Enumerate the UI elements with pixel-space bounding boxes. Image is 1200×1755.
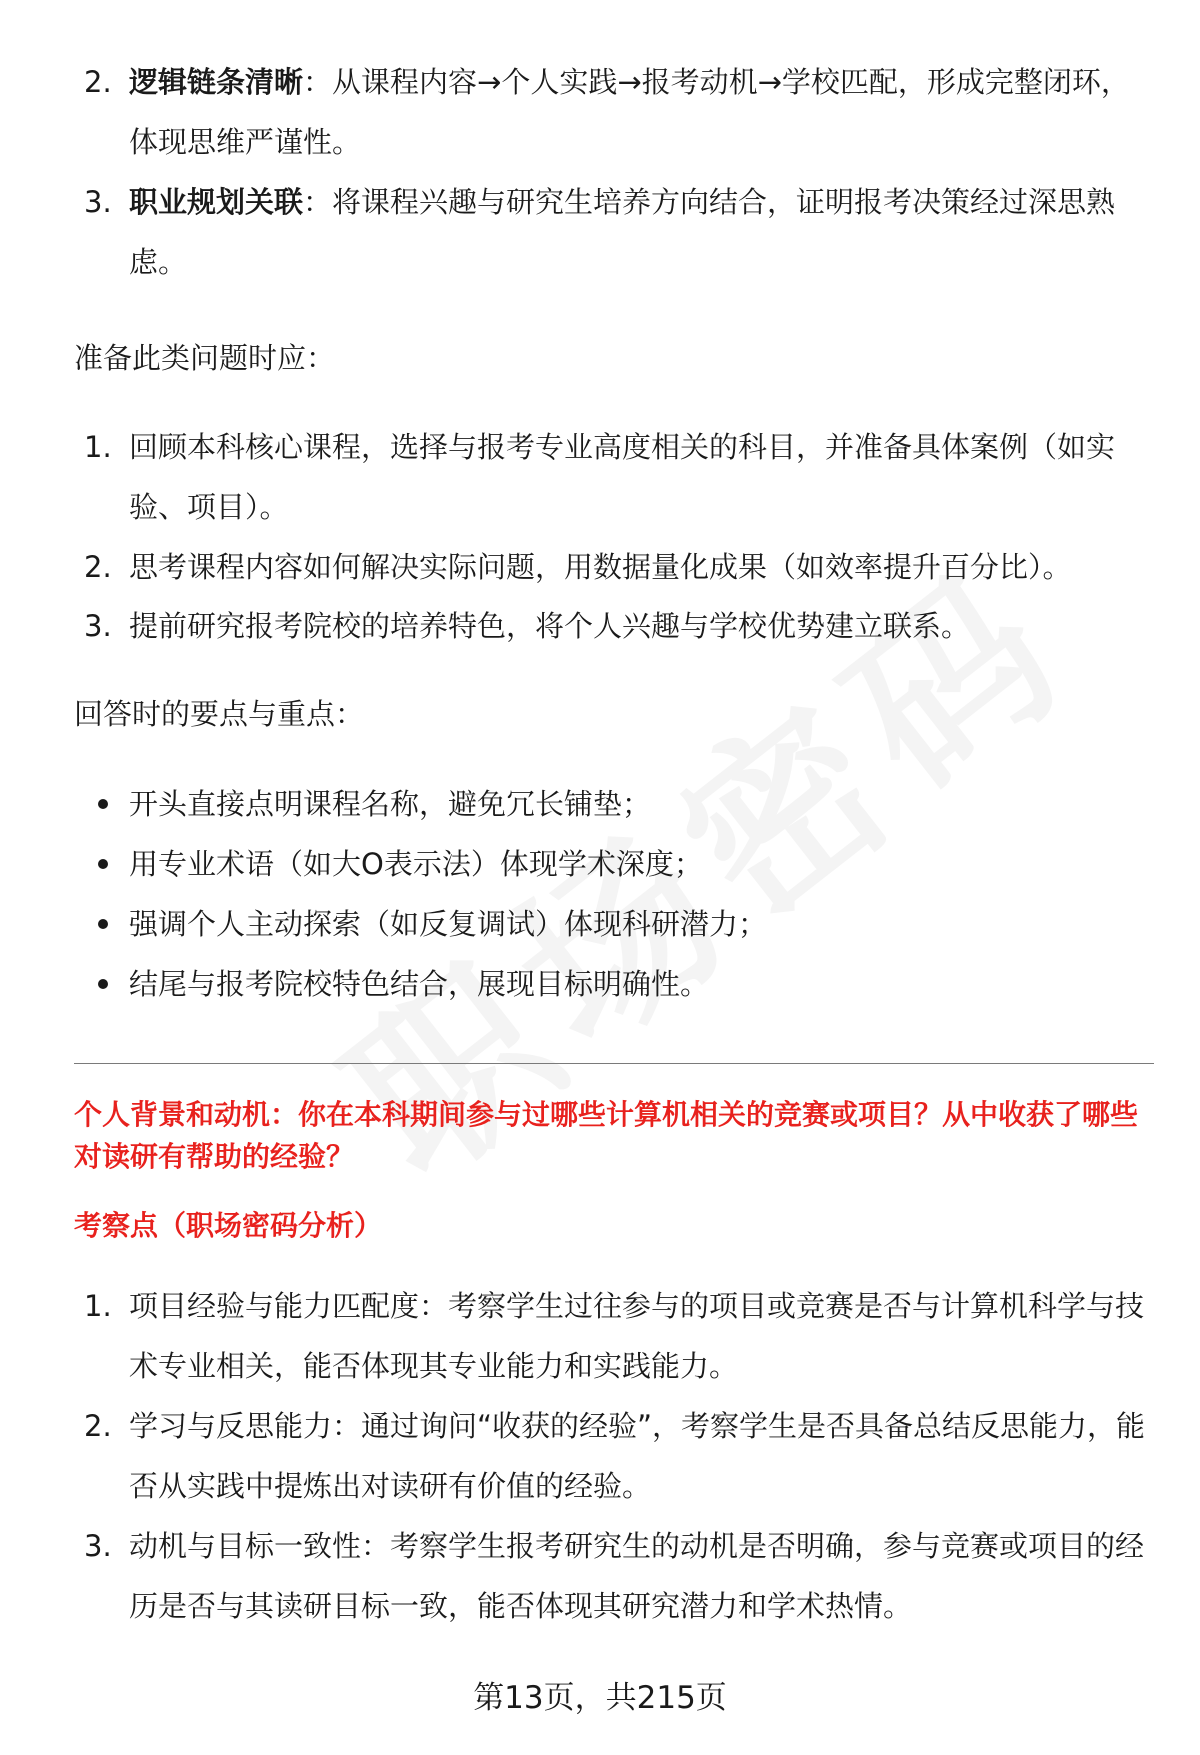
- list-item: [74, 1396, 1154, 1516]
- list-number: 2.: [84, 550, 112, 584]
- question-heading: 个人背景和动机：你在本科期间参与过哪些计算机相关的竞赛或项目？从中收获了哪些对读研有帮助的经验？: [74, 1098, 1139, 1173]
- list-item-text: 提前研究报考院校的培养特色，将个人兴趣与学校优势建立联系。: [129, 609, 971, 643]
- list-item: [74, 537, 1154, 597]
- bullet-dot: [98, 799, 108, 809]
- answer-heading: 回答时的要点与重点：: [74, 697, 365, 731]
- list-item-text: ：从课程内容→个人实践→报考动机→学校匹配，形成完整闭环，体现思维严谨性。: [129, 65, 1130, 159]
- bullet-item: [74, 774, 1154, 834]
- list-item-text: 回顾本科核心课程，选择与报考专业高度相关的科目，并准备具体案例（如实验、项目）。: [129, 430, 1116, 524]
- bullet-text: 用专业术语（如大O表示法）体现学术深度；: [129, 847, 703, 881]
- bullet-dot: [98, 919, 108, 929]
- prepare-heading: 准备此类问题时应：: [74, 341, 336, 375]
- list-item: [74, 417, 1154, 537]
- analysis-heading: 考察点（职场密码分析）: [74, 1209, 383, 1242]
- list-number: 3.: [84, 1529, 112, 1563]
- list-item: [74, 52, 1154, 172]
- list-number: 2.: [84, 65, 112, 99]
- list-item-text: 动机与目标一致性：考察学生报考研究生的动机是否明确，参与竞赛或项目的经历是否与其读研目标一致，能否体现其研究潜力和学术热情。: [129, 1529, 1145, 1623]
- bullet-item: [74, 894, 1154, 954]
- list-item-bold: 职业规划关联: [129, 185, 304, 219]
- bullet-item: [74, 954, 1154, 1014]
- list-item-text: 项目经验与能力匹配度：考察学生过往参与的项目或竞赛是否与计算机科学与技术专业相关，能否体现其专业能力和实践能力。: [129, 1289, 1145, 1383]
- bullet-dot: [98, 979, 108, 989]
- list-item: [74, 1276, 1154, 1396]
- bullet-text: 强调个人主动探索（如反复调试）体现科研潜力；: [129, 907, 768, 941]
- list-number: 2.: [84, 1409, 112, 1443]
- list-item-text: ：将课程兴趣与研究生培养方向结合，证明报考决策经过深思熟虑。: [129, 185, 1116, 279]
- list-number: 3.: [84, 609, 112, 643]
- list-number: 1.: [84, 430, 112, 464]
- page-footer: 第13页，共215页: [473, 1680, 727, 1716]
- bullet-text: 开头直接点明课程名称，避免冗长铺垫；: [129, 787, 652, 821]
- list-item-text: 思考课程内容如何解决实际问题，用数据量化成果（如效率提升百分比）。: [129, 550, 1072, 584]
- list-item-text: 学习与反思能力：通过询问“收获的经验”，考察学生是否具备总结反思能力，能否从实践中提炼出对读研有价值的经验。: [129, 1409, 1146, 1503]
- list-number: 1.: [84, 1289, 112, 1323]
- list-item: [74, 172, 1154, 292]
- bullet-dot: [98, 859, 108, 869]
- list-number: 3.: [84, 185, 112, 219]
- section-divider: [74, 1063, 1154, 1064]
- bullet-item: [74, 834, 1154, 894]
- list-item-bold: 逻辑链条清晰: [129, 65, 304, 99]
- bullet-text: 结尾与报考院校特色结合，展现目标明确性。: [129, 967, 710, 1001]
- list-item: [74, 1516, 1154, 1636]
- list-item: [74, 596, 1154, 656]
